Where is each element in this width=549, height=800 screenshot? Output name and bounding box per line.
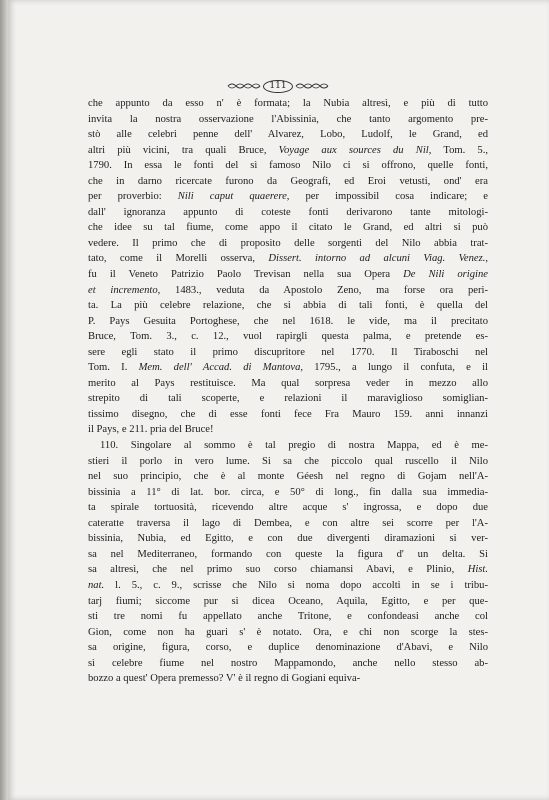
- text-line: bissinia a 11° di lat. bor. circa, e 50° di long., fin dalla sua immedia-: [88, 486, 488, 498]
- text-line: altri più vicini, tra quali Bruce, Voyage aux sources du Nil, Tom. 5.,: [88, 144, 489, 156]
- text-line: per proverbio: Nili caput quaerere, per impossibil cosa indicare; e: [88, 191, 489, 203]
- text-line: bozzo a quest' Opera premesso? V' è il regno di Gogiani equiva-: [88, 673, 361, 685]
- text-line: tato, come il Morelli osserva, Dissert. intorno ad alcuni Viag. Venez.,: [88, 253, 488, 265]
- text-line: cateratte traversa il lago di Dembea, e con altre sei scorre per l'A-: [88, 517, 488, 529]
- text-line: P. Pays Gesuita Portoghese, che nel 1618. le vide, ma il precitato: [88, 315, 488, 327]
- book-gutter: [0, 0, 8, 800]
- text-line: vedere. Il primo che di proposito delle sorgenti del Nilo abbia trat-: [88, 237, 488, 249]
- text-line: che appunto da esso n' è formata; la Nubia altresì, e più di tutto: [88, 98, 488, 109]
- right-ornament-icon: [295, 82, 329, 90]
- text-line: Tom. I. Mem. dell' Accad. di Mantova, 1795., a lungo il confuta, e il: [88, 362, 488, 374]
- text-line: tissimo disegno, che di esse fonti fece Fra Mauro 159. anni innanzi: [88, 408, 488, 420]
- text-line: merito al Pays restituisce. Ma qual sorpresa veder in mezzo allo: [88, 377, 488, 389]
- text-line: et incremento, 1483., veduta da Apostolo Zeno, ma forse ora peri-: [88, 284, 488, 296]
- text-line: nel suo principio, che è al monte Géesh nel regno di Gojam nell'A-: [88, 471, 488, 483]
- text-line: ta spirale tortuosità, ricevendo altre acque s' ingrossa, e dopo due: [88, 502, 488, 514]
- text-line: sti tre nomi fu appellato anche Tritone, e confondeasi anche col: [88, 611, 488, 623]
- text-line: sa origine, figura, corso, e duplice denominazione d'Abavi, e Nilo: [88, 642, 488, 654]
- text-line: invita la nostra osservazione l'Abissinia, che tanto argomento pre-: [88, 113, 488, 125]
- text-line: sa altresì, che nel primo suo corso chiamansi Abavi, e Plinio, Hist.: [88, 564, 488, 576]
- body-text: [88, 96, 488, 687]
- text-line: sì celebre fiume nel nostro Mappamondo, anche nello stesso ab-: [88, 657, 488, 669]
- text-line: che in darno ricercate furono da Geografi, ed Eroi vetusti, ond' era: [88, 175, 488, 187]
- text-line: dall' ignoranza appunto di coteste fonti derivarono tante mitologi-: [88, 206, 488, 218]
- text-line: sere egli stato il primo discupritore nel 1770. Il Tiraboschi nel: [88, 346, 488, 358]
- page-header: [203, 76, 353, 96]
- left-ornament-icon: [227, 82, 261, 90]
- text-line: che idee su tal fiume, come appo il citato le Grand, ed altri si può: [88, 222, 488, 234]
- text-line: nat. l. 5., c. 9., scrisse che Nilo si noma dopo accolti in se i tribu-: [88, 579, 488, 591]
- page-number: 111: [263, 80, 292, 93]
- text-line: stieri il porlo in vero lume. Si sa che piccolo qual ruscello il Nilo: [88, 455, 488, 467]
- text-line: 110. Singolare al sommo è tal pregio di nostra Mappa, ed è me-: [100, 440, 488, 452]
- text-line: strepito di tali scoperte, e relazioni il maraviglioso somiglian-: [88, 393, 488, 405]
- text-line: 1790. In essa le fonti del sì famoso Nilo ci si offrono, quelle fonti,: [88, 160, 488, 172]
- text-line: fu il Veneto Patrizio Paolo Trevisan nella sua Opera De Nili origine: [88, 269, 488, 281]
- text-line: Gion, come non ha guari s' è notato. Ora, e chi non scorge la stes-: [88, 626, 488, 638]
- text-line: stò alle celebri penne dell' Alvarez, Lobo, Ludolf, le Grand, ed: [88, 129, 488, 141]
- text-line: sa nel Mediterraneo, formando con queste la figura d' un delta. Si: [88, 548, 488, 560]
- text-line: il Pays, e 211. pria del Bruce!: [88, 424, 214, 436]
- text-line: bissinia, Nubia, ed Egitto, e con due divergenti diramazioni si ver-: [88, 533, 488, 545]
- text-line: Bruce, Tom. 3., c. 12., vuol rapirgli questa palma, e pretende es-: [88, 331, 488, 343]
- text-line: tarj fiumi; siccome pur si dicea Oceano, Aquila, Egitto, e per que-: [88, 595, 488, 607]
- text-line: ta. La più celebre relazione, che si abbia di tali fonti, è quella del: [88, 300, 488, 312]
